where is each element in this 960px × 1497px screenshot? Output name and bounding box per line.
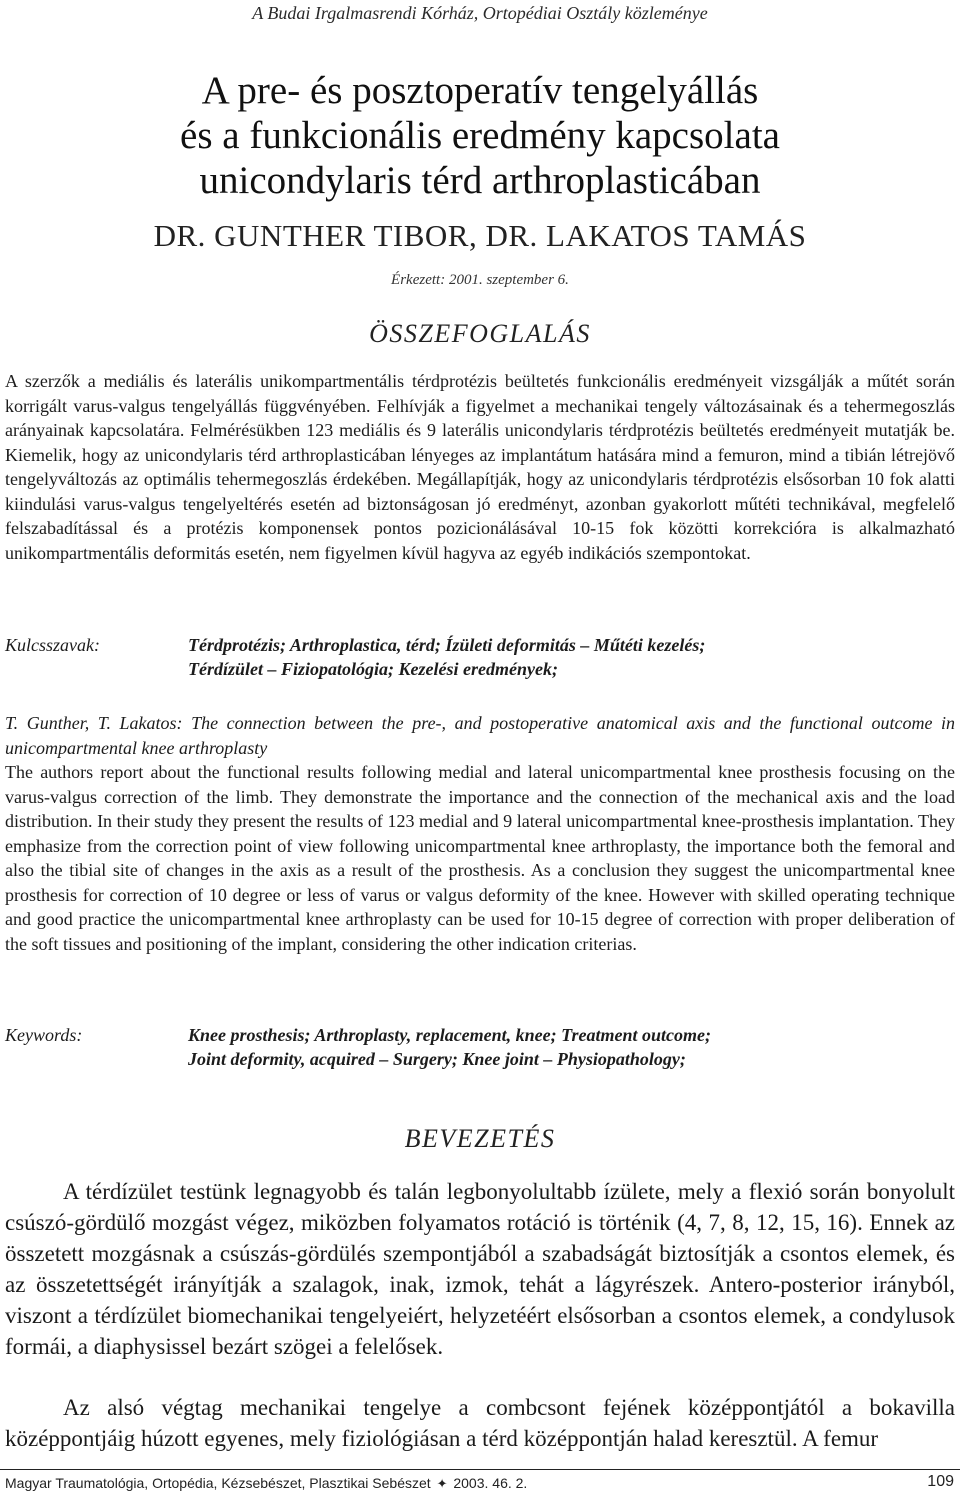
article-title: [0, 68, 960, 203]
keywords-hu-line: Térdprotézis; Arthroplastica, térd; Ízületi deformitás – Műtéti kezelés;: [188, 635, 706, 655]
received-date: Érkezett: 2001. szeptember 6.: [391, 272, 569, 288]
footer-issue: 2003. 46. 2.: [453, 1475, 528, 1491]
introduction-heading: BEVEZETÉS: [404, 1124, 556, 1153]
keywords-en-line: Knee prosthesis; Arthroplasty, replacement, knee; Treatment outcome;: [188, 1025, 711, 1045]
abstract-heading: ÖSSZEFOGLALÁS: [369, 319, 591, 348]
keywords-label-hu: Kulcsszavak:: [5, 635, 100, 655]
keywords-label-en: Keywords:: [5, 1025, 83, 1045]
title-line: unicondylaris térd arthroplasticában: [199, 159, 761, 202]
keywords-en: [188, 1023, 948, 1071]
keywords-en-line: Joint deformity, acquired – Surgery; Knee joint – Physiopathology;: [188, 1049, 686, 1069]
english-title: T. Gunther, T. Lakatos: The connection between the pre-, and postoperative anatomical axis and the functional outcome in unicompartmental knee arthroplasty: [5, 713, 955, 758]
keywords-hu-line: Térdízület – Fiziopatológia; Kezelési eredmények;: [188, 659, 558, 679]
introduction-paragraph: A térdízület testünk legnagyobb és talán legbonyolultabb ízülete, mely a flexió során bonyolult csúszó-gördülő mozgást végez, miközben folyamatos rotáció is történik (4, 7, 8, 12, 15, 16). Ennek az összetett mozgásnak a csúszás-gördülés szempontjából a szabadságát biztosítják a csontos elemek, és az összetettségét irányítják a szalagok, inak, izmok, tehát a lágyrészek. Antero-posterior irányból, viszont a térdízület biomechanikai tengelyeiért, helyzetéért elsősorban a csontos elemek, a condylusok formái, a diaphysissel bezárt szögei a felelősek.: [5, 1179, 955, 1359]
abstract-english: The authors report about the functional results following medial and lateral unicompartmental knee prosthesis focusing on the varus-valgus correction of the limb. They demonstrate the importance and the connection of the mechanical axis and the load distribution. In their study they present the results of 123 medial and 9 lateral unicompartmental knee-prosthesis implantation. They emphasize from the correction point of view following unicompartmental knee arthroplasty, the importance both the femoral and also the tibial site of changes in the axis as a result of the prosthesis. As a conclusion they suggest the unicompartmental knee prosthesis for correction of 10 degree or less of varus or valgus deformity of the knee. However with skilled operating technique and good practice the unicompartmental knee arthroplasty can be used for 10-15 degree of correction with proper deliberation of the soft tissues and positioning of the implant, considering the other indication criterias.: [5, 762, 955, 954]
footer-divider: [0, 1469, 960, 1470]
title-line: A pre- és posztoperatív tengelyállás: [201, 69, 759, 112]
journal-note: A Budai Irgalmasrendi Kórház, Ortopédiai Osztály közleménye: [252, 3, 708, 23]
article-authors: DR. GUNTHER TIBOR, DR. LAKATOS TAMÁS: [153, 218, 807, 253]
footer-citation: [5, 1474, 527, 1493]
title-line: és a funkcionális eredmény kapcsolata: [180, 114, 780, 157]
keywords-hu: [188, 633, 948, 681]
footer-separator: ✦: [436, 1476, 448, 1491]
page-number: 109: [927, 1473, 954, 1490]
footer-journal: Magyar Traumatológia, Ortopédia, Kézsebészet, Plasztikai Sebészet: [5, 1475, 431, 1491]
abstract-hungarian: A szerzők a mediális és laterális unikompartmentális térdprotézis beültetés funkcionális eredményeit vizsgálják a műtét során korrigált varus-valgus tengelyállás függvényében. Felhívják a figyelmet a mechanikai tengely változásainak és a tehermegoszlás arányainak kapcsolatára. Felmérésükben 123 mediális és 9 laterális unicondylaris térdprotézis beültetés eredményeit mutatják be. Kiemelik, hogy az unicondylaris térd arthroplasticában lényeges az implantátum hatására mind a femuron, mind a tibián létrejövő tengelyváltozás az optimális tehermegoszlás érdekében. Megállapítják, hogy az unicondylaris térdprotézis elsősorban 10 fok alatti kiindulási varus-valgus tengelyeltérés esetén ad biztonságosan jó eredményt, azonban gyakorlott műtéti technikával, megfelelő felszabadítással és a protézis komponensek pontos pozicionálásával 10-15 fok közötti korrekcióra is alkalmazható unikompartmentális deformitás esetén, nem figyelmen kívül hagyva az egyéb indikációs szempontokat.: [5, 371, 955, 563]
introduction-paragraph: Az alsó végtag mechanikai tengelye a combcsont fejének középpontjától a bokavilla középpontjáig húzott egyenes, mely fiziológiásan a térd középpontján halad keresztül. A femur: [5, 1395, 955, 1451]
